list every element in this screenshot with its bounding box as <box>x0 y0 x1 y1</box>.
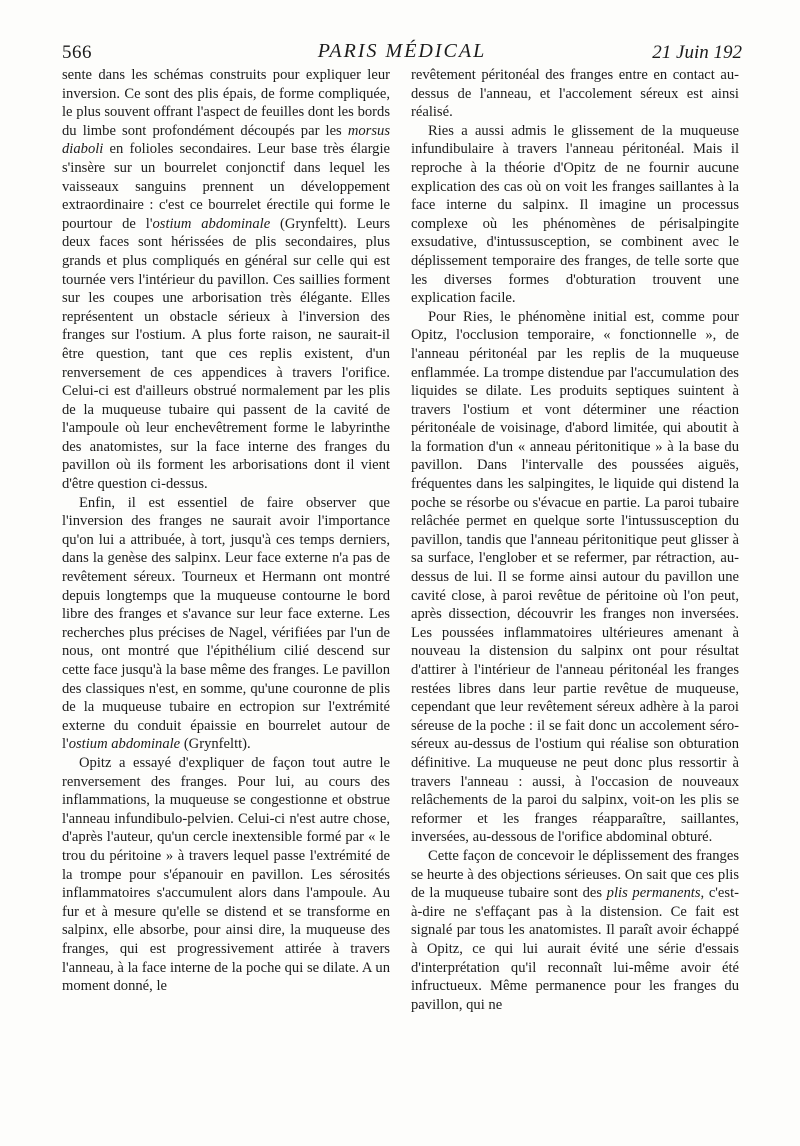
text-run: Pour Ries, le phénomène initial est, comme pour Opitz, l'occlusion temporaire, « fonctionnelle », de l'anneau péritonéal par les replis de la muqueuse enflammée. La trompe distendue par l'accumulation des liquides se dilate. Les produits septiques suintent à travers l'ostium et vont déterminer une réaction péritonéale de voisinage, d'abord limitée, qui aboutit à la formation d'un « anneau péritonitique » à la base du pavillon. Dans l'intervalle des poussées aiguës, fréquentes dans les salpingites, le liquide qui distend la poche se résorbe ou s'évacue en partie. La paroi tubaire relâchée permet en quelque sorte l'intussusception du pavillon, tandis que l'anneau péritonitique peut glisser à sa surface, l'englober et se refermer, par rétraction, au-dessus de lui. Il se forme ainsi autour du pavillon une cavité close, à paroi revêtue de péritoine où l'on peut, après dissection, découvrir les franges non inversées. Les poussées inflammatoires ultérieures amenant à nouveau la distension du salpinx ont pour résultat d'attirer à l'intérieur de l'anneau péritonéal les franges restées libres dans leur partie revêtue de muqueuse, cependant que leur revêtement séreux adhère à la paroi séreuse de la poche : il se fait donc un accolement séro-séreux au-dessus de l'ostium qui réalise son obturation définitive. La muqueuse ne peut donc plus ressortir à travers l'anneau : aussi, à l'occasion de nouveaux relâchements de la paroi du salpinx, voit-on les plis se reformer et les franges réapparaître, saillantes, inversées, au-dessous de l'orifice abdominal obturé. <box>411 308 739 846</box>
paragraph <box>411 122 739 308</box>
paragraph <box>411 66 739 122</box>
text-run: (Grynfeltt). Leurs deux faces sont hérissées de plis secondaires, plus grands et plus compliqués en général sur celle qui est tournée vers l'intérieur du pavillon. Ces saillies forment sur les coupes une arborisation très élégante. Elles représentent un obstacle sérieux à l'inversion des franges sur l'ostium. A plus forte raison, ne saurait-il être question, tant que ces replis existent, d'un renversement de ces appendices à travers l'orifice. Celui-ci est d'ailleurs obstrué normalement par les plis de la muqueuse tubaire qui passent de la cavité de l'ampoule où leur enchevêtrement forme le labyrinthe des anatomistes, sur la face interne des franges du pavillon où ils forment les arborisations dont il vient d'être question ci-dessus. <box>62 215 391 493</box>
right-column <box>411 66 739 1014</box>
left-column <box>62 66 390 996</box>
paragraph <box>62 494 390 754</box>
paragraph <box>62 66 390 494</box>
page-number: 566 <box>62 42 92 63</box>
italic-term: ostium abdominale <box>68 736 181 753</box>
issue-date: 21 Juin 192 <box>652 42 742 63</box>
italic-term: ostium abdominale <box>152 215 271 232</box>
text-run: Enfin, il est essentiel de faire observer que l'inversion des franges ne saurait avoir l'importance qu'on lui a attribuée, à tort, jusqu'à ces temps derniers, dans la genèse des salpinx. Leur face externe n'a pas de revêtement séreux. Tourneux et Hermann ont montré depuis longtemps que la muqueuse contourne le bord libre des franges et s'avance sur leur face externe. Les recherches plus précises de Nagel, vérifiées par l'un de nous, ont montré que l'épithélium cilié descend sur cette face jusqu'à la base même des franges. Le pavillon des classiques n'est, en somme, qu'une couronne de plis de la muqueuse tubaire en ectropion sur l'extrémité externe du conduit épaissie en bourrelet autour de l' <box>62 494 390 753</box>
text-run: sente dans les schémas construits pour expliquer leur inversion. Ce sont des plis épais, de forme compliquée, le plus souvent offrant l'aspect de feuilles dont les bords du limbe sont profondément découpés par les <box>62 67 390 139</box>
text-run: revêtement péritonéal des franges entre en contact au-dessus de l'anneau, et l'accolement séreux est ainsi réalisé. <box>411 67 739 121</box>
journal-title: PARIS MÉDICAL <box>317 40 487 62</box>
text-run: (Grynfeltt). <box>180 736 251 753</box>
text-run: Opitz a essayé d'expliquer de façon tout autre le renversement des franges. Pour lui, au cours des inflammations, la muqueuse se congestionne et obstrue l'anneau infundibulo-pelvien. Celui-ci n'est autre chose, d'après l'auteur, qu'un cercle inextensible formé par « le trou du péritoine » à travers lequel passe l'extrémité de la trompe pour s'épanouir en pavillon. Les sérosités inflammatoires s'accumulent alors dans l'ampoule. Au fur et à mesure qu'elle se distend et se transforme en salpinx, elle absorbe, pour ainsi dire, la muqueuse des franges, qui est progressivement attirée à travers l'anneau, à la face interne de la poche qui se dilate. A un moment donné, le <box>62 754 390 995</box>
text-run: , c'est-à-dire ne s'effaçant pas à la distension. Ce fait est signalé par tous les anatomistes. Il paraît avoir échappé à Opitz, ce qui lui aurait évité une série d'essais d'interprétation qu'il reconnaît lui-même avoir été infructueux. Même permanence pour les franges du pavillon, qui ne <box>411 885 739 1013</box>
text-run: Cette façon de concevoir le déplissement des franges se heurte à des objections sérieuses. On sait que ces plis de la muqueuse tubaire sont des <box>411 847 739 902</box>
paragraph <box>411 847 739 1014</box>
italic-term: morsus diaboli <box>62 122 390 158</box>
paragraph <box>62 754 390 996</box>
text-run: en folioles secondaires. Leur base très élargie s'insère sur un bourrelet conjonctif dans lequel les vaisseaux sanguins prennent un développement extraordinaire : c'est ce bourrelet érectile qui forme le pourtour de l' <box>62 141 390 232</box>
text-run: Ries a aussi admis le glissement de la muqueuse infundibulaire à travers l'anneau péritonéal. Mais il reproche à la théorie d'Opitz de ne fournir aucune explication des cas où on voit les franges saillantes à la face interne du salpinx. Il imagine un processus complexe où les phénomènes de périsalpingite exsudative, d'intussusception, se combinent avec le déplissement temporaire des franges, de telle sorte que les diverses formes d'obturation trouvent une explication facile. <box>411 122 739 307</box>
paragraph <box>411 308 739 847</box>
italic-term: plis permanents <box>606 885 701 902</box>
